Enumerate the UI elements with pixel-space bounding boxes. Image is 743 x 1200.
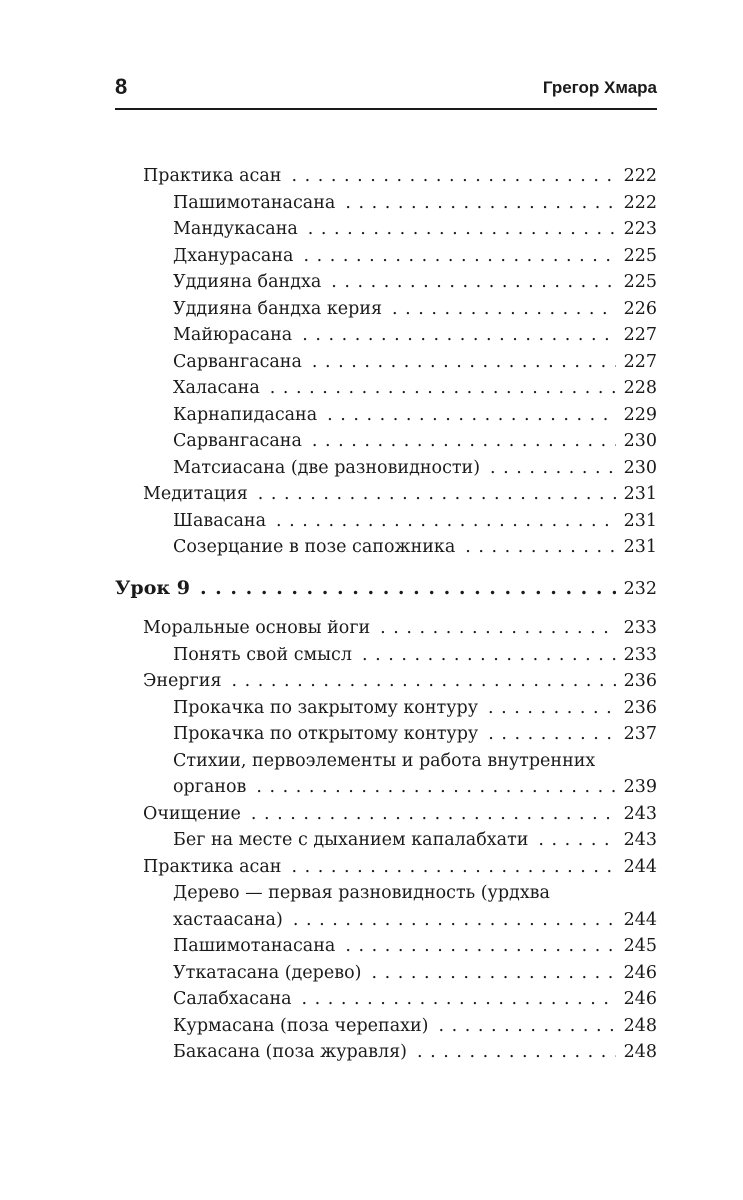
toc-entry[interactable] [115, 296, 657, 323]
toc-entry-title: хастаасана) [173, 909, 283, 930]
toc-entry[interactable] [115, 375, 657, 402]
toc-entry-title: Уддияна бандха керия [173, 298, 383, 319]
dot-leader [488, 695, 616, 722]
toc-entry[interactable] [115, 695, 657, 722]
dot-leader [490, 455, 616, 482]
toc-entry-wrapped-line[interactable]: Дерево — первая разновидность (урдхва [173, 883, 550, 903]
toc-entry-title: органов [173, 777, 247, 797]
toc-entry-title: Шавасана [173, 510, 267, 531]
toc-entry-title: Бакасана (поза журавля) [173, 1042, 407, 1062]
toc-entry-page: 246 [623, 989, 657, 1009]
toc-entry-title: Сарвангасана [173, 351, 302, 372]
toc-entry[interactable] [115, 986, 657, 1013]
toc-entry[interactable] [115, 322, 657, 349]
toc-entry-page: 222 [623, 192, 657, 213]
toc-entry-title: Уткатасана (дерево) [173, 962, 362, 983]
dot-leader [200, 575, 616, 602]
dot-leader [291, 163, 615, 190]
dot-leader [488, 721, 615, 748]
running-header [115, 72, 657, 110]
dot-leader [258, 481, 616, 508]
toc-entry[interactable] [115, 960, 657, 987]
dot-leader [331, 269, 615, 296]
lesson-page: 232 [623, 578, 657, 599]
dot-leader [380, 615, 615, 642]
toc-entry-title: Пашимотанасана [173, 936, 336, 956]
dot-leader [302, 986, 616, 1013]
toc-entry[interactable] [115, 243, 657, 270]
toc-entry-page: 244 [623, 856, 657, 877]
toc-entry-title: Майюрасана [173, 325, 293, 345]
toc-entry-title: Медитация [143, 484, 248, 504]
dot-leader [312, 428, 616, 455]
toc-entry[interactable] [115, 534, 657, 561]
dot-leader [439, 1013, 616, 1040]
toc-entry-title: Бег на месте с дыханием капалабхати [173, 830, 529, 850]
toc-entry[interactable] [115, 269, 657, 296]
dot-leader [270, 375, 616, 402]
toc-entry-page: 225 [623, 245, 657, 266]
dot-leader [327, 402, 615, 429]
toc-entry[interactable] [115, 827, 657, 854]
toc-entry[interactable] [115, 721, 657, 748]
toc-lesson-entry[interactable] [115, 575, 657, 602]
toc-entry-page: 227 [623, 351, 657, 372]
toc-entry-title: Сарвангасана [173, 431, 302, 451]
dot-leader [392, 296, 616, 323]
toc-entry-page: 230 [623, 457, 657, 478]
toc-entry-page: 236 [623, 671, 657, 691]
toc-entry-title: Матсиасана (две разновидности) [173, 457, 481, 478]
dot-leader [308, 216, 616, 243]
toc-entry-title: Пашимотанасана [173, 192, 336, 213]
toc-entry-page: 243 [623, 803, 657, 824]
dot-leader [312, 349, 616, 376]
toc-entry-page: 231 [623, 484, 657, 504]
toc-entry-title: Прокачка по закрытому контуру [173, 697, 478, 718]
dot-leader [362, 642, 616, 669]
toc-entry[interactable] [115, 163, 657, 190]
toc-entry-wrapped-line[interactable]: Стихии, первоэлементы и работа внутренних [173, 750, 596, 771]
table-of-contents [115, 163, 657, 1066]
dot-leader [251, 801, 616, 828]
toc-entry-page: 236 [623, 697, 657, 718]
toc-entry[interactable] [115, 190, 657, 217]
toc-entry-page: 231 [623, 510, 657, 531]
toc-entry[interactable] [115, 508, 657, 535]
toc-entry[interactable] [115, 854, 657, 881]
toc-entry-page: 230 [623, 431, 657, 451]
dot-leader [538, 827, 615, 854]
toc-entry-page: 243 [623, 830, 657, 850]
toc-entry-page: 225 [623, 272, 657, 292]
toc-entry-page: 229 [623, 404, 657, 425]
toc-entry-page: 237 [623, 724, 657, 744]
toc-entry[interactable] [115, 642, 657, 669]
toc-entry-page: 226 [623, 298, 657, 319]
toc-entry-page: 223 [623, 219, 657, 239]
toc-entry[interactable] [115, 933, 657, 960]
dot-leader [291, 854, 615, 881]
toc-entry[interactable] [115, 668, 657, 695]
toc-entry-title: Уддияна бандха [173, 272, 322, 292]
toc-entry[interactable] [115, 481, 657, 508]
author-name: Грегор Хмара [542, 78, 657, 97]
toc-entry[interactable] [115, 774, 657, 801]
toc-entry-title: Моральные основы йоги [143, 618, 371, 638]
dot-leader [276, 508, 616, 535]
toc-entry-page: 248 [623, 1015, 657, 1036]
toc-entry[interactable] [115, 455, 657, 482]
toc-entry-page: 231 [623, 537, 657, 557]
lesson-title: Урок 9 [115, 576, 190, 599]
toc-entry-title: Карнапидасана [173, 404, 318, 425]
toc-entry-title: Дханурасана [173, 245, 294, 266]
dot-leader [293, 907, 616, 934]
toc-entry[interactable] [115, 907, 657, 934]
toc-entry-page: 233 [623, 618, 657, 638]
toc-entry-page: 239 [623, 777, 657, 797]
toc-entry-page: 246 [623, 962, 657, 983]
toc-entry-title: Халасана [173, 378, 260, 398]
toc-entry-title: Курмасана (поза черепахи) [173, 1015, 429, 1036]
dot-leader [465, 534, 615, 561]
toc-entry-title: Понять свой смысл [173, 644, 352, 665]
toc-entry[interactable] [115, 1013, 657, 1040]
toc-entry-title: Салабхасана [173, 989, 292, 1009]
toc-entry-page: 233 [623, 644, 657, 665]
toc-entry-title: Энергия [143, 671, 222, 691]
page-number: 8 [115, 74, 128, 99]
toc-entry-page: 248 [623, 1042, 657, 1062]
toc-entry[interactable] [115, 615, 657, 642]
toc-entry[interactable] [115, 349, 657, 376]
toc-entry[interactable] [115, 216, 657, 243]
dot-leader [417, 1039, 616, 1066]
dot-leader [302, 322, 615, 349]
toc-entry-page: 244 [623, 909, 657, 930]
toc-entry-page: 222 [623, 166, 657, 186]
toc-entry-page: 227 [623, 325, 657, 345]
toc-entry[interactable] [115, 801, 657, 828]
dot-leader [345, 933, 615, 960]
toc-entry[interactable] [115, 402, 657, 429]
toc-entry[interactable] [115, 428, 657, 455]
toc-entry-title: Созерцание в позе сапожника [173, 537, 456, 557]
dot-leader [303, 243, 615, 270]
toc-entry-title: Очищение [143, 803, 241, 824]
toc-entry-title: Мандукасана [173, 219, 298, 239]
dot-leader [232, 668, 616, 695]
dot-leader [345, 190, 615, 217]
toc-entry-page: 245 [623, 936, 657, 956]
toc-entry[interactable] [115, 1039, 657, 1066]
toc-entry-title: Практика асан [143, 856, 282, 877]
toc-entry-title: Прокачка по открытому контуру [173, 724, 479, 744]
toc-entry-page: 228 [623, 378, 657, 398]
dot-leader [256, 774, 615, 801]
dot-leader [371, 960, 615, 987]
toc-entry-title: Практика асан [143, 166, 282, 186]
